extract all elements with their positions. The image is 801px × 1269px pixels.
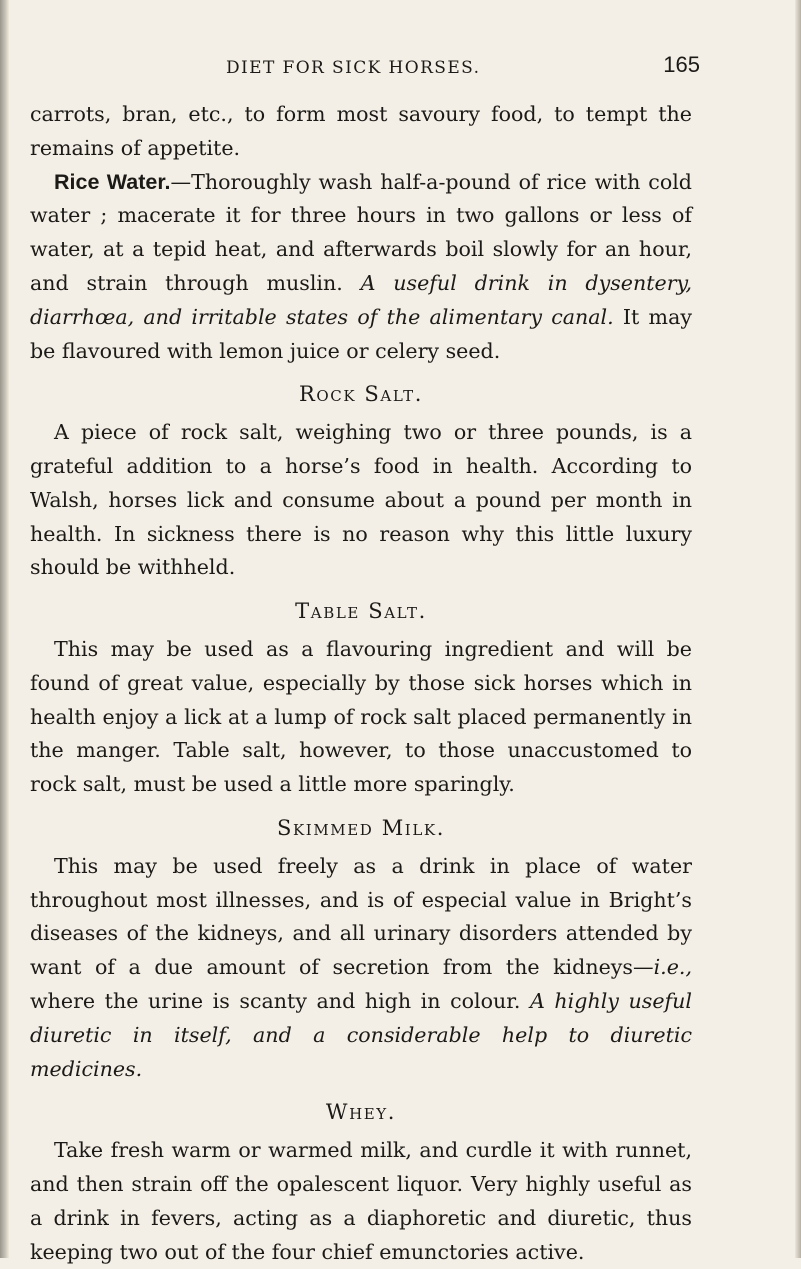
skimmed-milk-body-2: where the urine is scanty and high in colour. <box>30 988 530 1013</box>
page-number: 165 <box>663 52 700 77</box>
whey-heading: Whey. <box>325 1100 397 1125</box>
skimmed-milk-italic: A highly useful diuretic in itself, and a considerable help to diuretic medicines. <box>30 988 692 1081</box>
table-salt-paragraph: This may be used as a flavouring ingredient and will be found of great value, especially by those sick horses which in health enjoy a lick at a lump of rock salt placed permanently in the manger. Table salt, however, to those unaccustomed to rock salt, must be used a little more sparingly. <box>30 636 692 797</box>
rice-water-italic: A useful drink in dysentery, diarrhœa, and irritable states of the alimentary canal. <box>30 270 692 329</box>
skimmed-milk-heading: Skimmed Milk. <box>277 815 445 840</box>
rice-water-paragraph <box>30 166 692 369</box>
skimmed-milk-body-1: This may be used freely as a drink in place of water throughout most illnesses, and is of especial value in Bright’s diseases of the kidneys, and all urinary disorders attended by want of a due amount of secretion from the kidneys— <box>30 853 692 980</box>
page-edge-left <box>0 0 9 1258</box>
skimmed-milk-paragraph <box>30 850 692 1087</box>
carrots-paragraph: carrots, bran, etc., to form most savoury food, to tempt the remains of appetite. <box>30 102 692 160</box>
skimmed-milk-ie: i.e., <box>653 955 692 980</box>
rice-water-body-2: It may be flavoured with lemon juice or celery seed. <box>30 304 693 363</box>
rice-water-lead: Rice Water. <box>54 169 171 194</box>
page-header <box>30 52 700 86</box>
page-edge-right <box>795 0 801 1258</box>
rock-salt-heading: Rock Salt. <box>298 382 424 407</box>
running-title: DIET FOR SICK HORSES. <box>226 58 481 78</box>
whey-paragraph: Take fresh warm or warmed milk, and curdle it with runnet, and then strain off the opalescent liquor. Very highly useful as a drink in fevers, acting as a diaphoretic and diuretic, thus keeping two out of the four chief emunctories active. <box>30 1138 692 1264</box>
rock-salt-paragraph: A piece of rock salt, weighing two or three pounds, is a grateful addition to a horse’s food in health. According to Walsh, horses lick and consume about a pound per month in health. In sickness there is no reason why this little luxury should be withheld. <box>30 420 692 580</box>
book-page <box>30 52 700 1269</box>
rice-water-body-1: —Thoroughly wash half-a-pound of rice with cold water ; macerate it for three hours in two gallons or less of water, at a tepid heat, and afterwards boil slowly for an hour, and strain through muslin. <box>30 169 692 295</box>
table-salt-heading: Table Salt. <box>295 599 427 624</box>
